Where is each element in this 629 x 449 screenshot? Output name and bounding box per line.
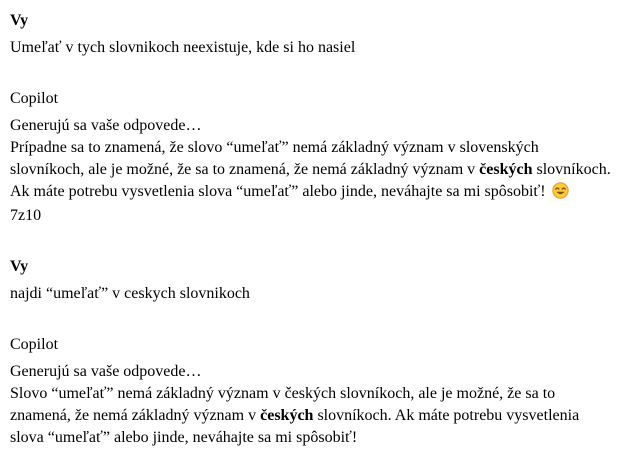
message-body — [10, 115, 621, 203]
smiling-face-icon — [552, 182, 569, 199]
emphasized-text: českých — [479, 161, 533, 178]
message-body — [10, 283, 621, 305]
message-line — [10, 427, 621, 449]
chat-message-assistant — [10, 334, 621, 449]
message-text: slovníkoch. — [532, 161, 611, 178]
message-line — [10, 181, 621, 203]
message-line — [10, 383, 621, 405]
message-text: Umeľať v tych slovnikoch neexistuje, kde si ho nasiel — [10, 39, 356, 56]
speaker-label: Copilot — [10, 90, 59, 107]
response-counter: 7z10 — [10, 207, 42, 224]
message-line — [10, 405, 621, 427]
message-line — [10, 361, 621, 383]
message-text: najdi “umeľať” v ceskych slovnikoch — [10, 285, 250, 302]
emphasized-text: českých — [260, 407, 314, 424]
speaker-label: Vy — [10, 12, 29, 29]
message-line — [10, 137, 621, 159]
message-text: slovníkoch. Ak máte potrebu vysvetlenia — [313, 407, 580, 424]
message-text: Generujú sa vaše odpovede… — [10, 117, 202, 134]
chat-message-user — [10, 10, 621, 59]
message-line — [10, 159, 621, 181]
message-text: Ak máte potrebu vysvetlenia slova “umeľať” alebo jinde, neváhajte sa mi spôsobiť! — [10, 183, 550, 200]
message-text: slovníkoch, ale je možné, že sa to znamená, že nemá základný význam v — [10, 161, 480, 178]
message-text: Prípadne sa to znamená, že slovo “umeľať” nemá základný význam v slovenských — [10, 139, 539, 156]
message-body — [10, 361, 621, 449]
message-line — [10, 37, 621, 59]
message-text: Generujú sa vaše odpovede… — [10, 363, 202, 380]
message-body — [10, 37, 621, 59]
speaker-label: Vy — [10, 258, 29, 275]
message-text: znamená, že nemá základný význam v — [10, 407, 261, 424]
message-line — [10, 115, 621, 137]
message-line — [10, 283, 621, 305]
message-text: slova “umeľať” alebo jinde, neváhajte sa mi spôsobiť! — [10, 429, 358, 446]
chat-message-user — [10, 256, 621, 305]
message-text: Slovo “umeľať” nemá základný význam v českých slovníkoch, ale je možné, že sa to — [10, 385, 556, 402]
speaker-label: Copilot — [10, 336, 59, 353]
chat-message-assistant — [10, 88, 621, 227]
